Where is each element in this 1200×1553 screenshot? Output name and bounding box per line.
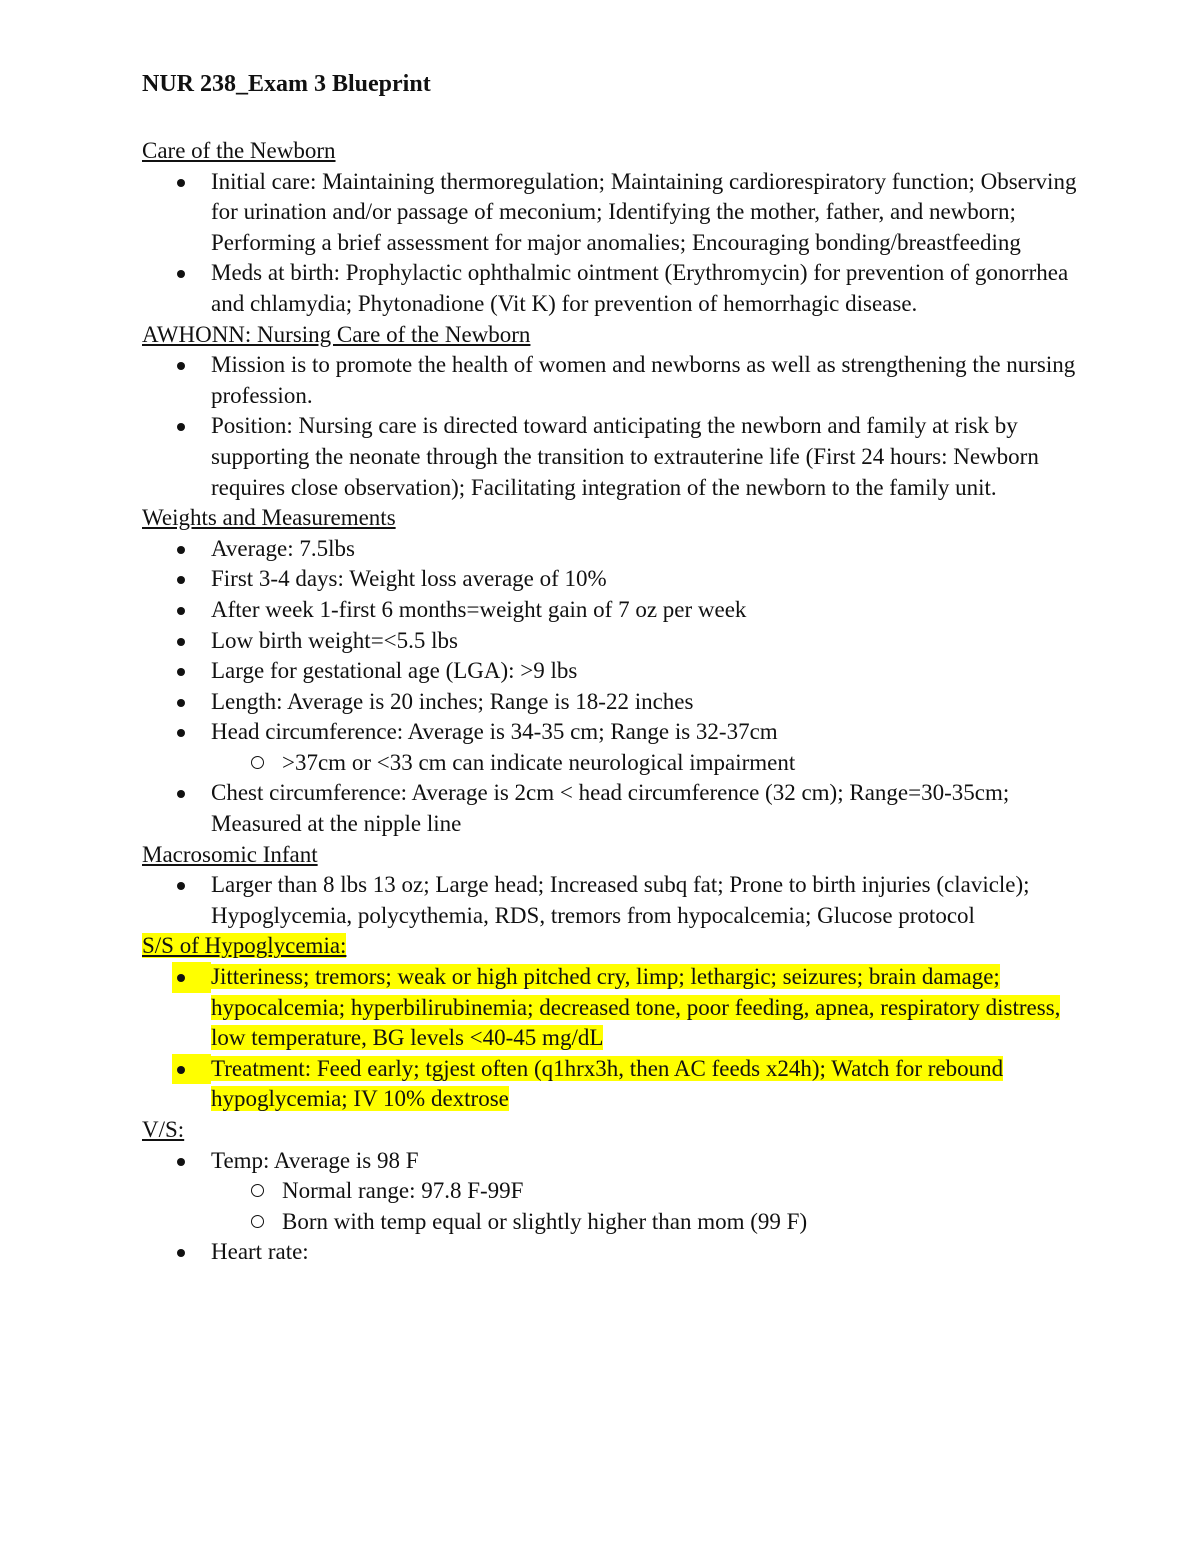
section-heading-hypoglycemia bbox=[142, 931, 1082, 962]
sub-list-item: Born with temp equal or slightly higher than mom (99 F) bbox=[142, 1207, 1082, 1238]
care-of-newborn-list bbox=[142, 167, 1082, 320]
macrosomic-infant-list bbox=[142, 870, 1082, 931]
list-item: Large for gestational age (LGA): >9 lbs bbox=[142, 656, 1082, 687]
weights-measurements-list bbox=[142, 534, 1082, 840]
highlight-marker bbox=[172, 1054, 211, 1085]
document-page bbox=[142, 62, 1082, 1268]
highlighted-list-item bbox=[142, 1054, 1082, 1115]
sub-list-item: Normal range: 97.8 F-99F bbox=[142, 1176, 1082, 1207]
section-heading-vital-signs: V/S: bbox=[142, 1117, 185, 1142]
hypoglycemia-list bbox=[142, 962, 1082, 1115]
list-item: Heart rate: bbox=[142, 1237, 1082, 1268]
list-item: Chest circumference: Average is 2cm < head circumference (32 cm); Range=30-35cm; Measured at the nipple line bbox=[142, 778, 1082, 839]
vital-signs-list bbox=[142, 1146, 1082, 1268]
section-heading-awhonn: AWHONN: Nursing Care of the Newborn bbox=[142, 321, 531, 347]
section-heading-care-of-newborn: Care of the Newborn bbox=[142, 138, 336, 163]
list-item: Length: Average is 20 inches; Range is 18-22 inches bbox=[142, 687, 1082, 718]
highlighted-text: Treatment: Feed early; tgjest often (q1hrx3h, then AC feeds x24h); Watch for rebound hypoglycemia; IV 10% dextrose bbox=[211, 1055, 1004, 1112]
list-item: Meds at birth: Prophylactic ophthalmic ointment (Erythromycin) for prevention of gonorrhea and chlamydia; Phytonadione (Vit K) for prevention of hemorrhagic disease. bbox=[142, 258, 1082, 319]
awhonn-list bbox=[142, 350, 1082, 503]
document-title: NUR 238_Exam 3 Blueprint bbox=[142, 71, 431, 97]
highlighted-heading-text: S/S of Hypoglycemia: bbox=[142, 933, 347, 959]
list-item: First 3-4 days: Weight loss average of 10% bbox=[142, 564, 1082, 595]
list-item: Head circumference: Average is 34-35 cm; Range is 32-37cm bbox=[142, 717, 1082, 748]
list-item: Average: 7.5lbs bbox=[142, 534, 1082, 565]
list-item: Temp: Average is 98 F bbox=[142, 1146, 1082, 1177]
highlighted-text: Jitteriness; tremors; weak or high pitched cry, limp; lethargic; seizures; brain damage; hypocalcemia; hyperbilirubinemia; decreased tone, poor feeding, apnea, respiratory distress, low temperature, BG levels <40-45 mg/dL bbox=[211, 964, 1061, 1051]
section-heading-weights-measurements: Weights and Measurements bbox=[142, 505, 396, 531]
section-heading-macrosomic-infant: Macrosomic Infant bbox=[142, 841, 318, 867]
list-item: Mission is to promote the health of women and newborns as well as strengthening the nursing profession. bbox=[142, 350, 1082, 411]
list-item: Position: Nursing care is directed toward anticipating the newborn and family at risk by supporting the neonate through the transition to extrauterine life (First 24 hours: Newborn requires close observation); Facilitating integration of the newborn to the family unit. bbox=[142, 411, 1082, 503]
list-item: Low birth weight=<5.5 lbs bbox=[142, 626, 1082, 657]
highlight-marker bbox=[172, 962, 211, 993]
sub-list-item: >37cm or <33 cm can indicate neurological impairment bbox=[142, 748, 1082, 779]
list-item: After week 1-first 6 months=weight gain of 7 oz per week bbox=[142, 595, 1082, 626]
list-item: Larger than 8 lbs 13 oz; Large head; Increased subq fat; Prone to birth injuries (clavicle); Hypoglycemia, polycythemia, RDS, tremors from hypocalcemia; Glucose protocol bbox=[142, 870, 1082, 931]
highlighted-list-item bbox=[142, 962, 1082, 1054]
list-item: Initial care: Maintaining thermoregulation; Maintaining cardiorespiratory function; Observing for urination and/or passage of meconium; Identifying the mother, father, and newborn; Performing a brief assessment for major anomalies; Encouraging bonding/breastfeeding bbox=[142, 167, 1082, 259]
